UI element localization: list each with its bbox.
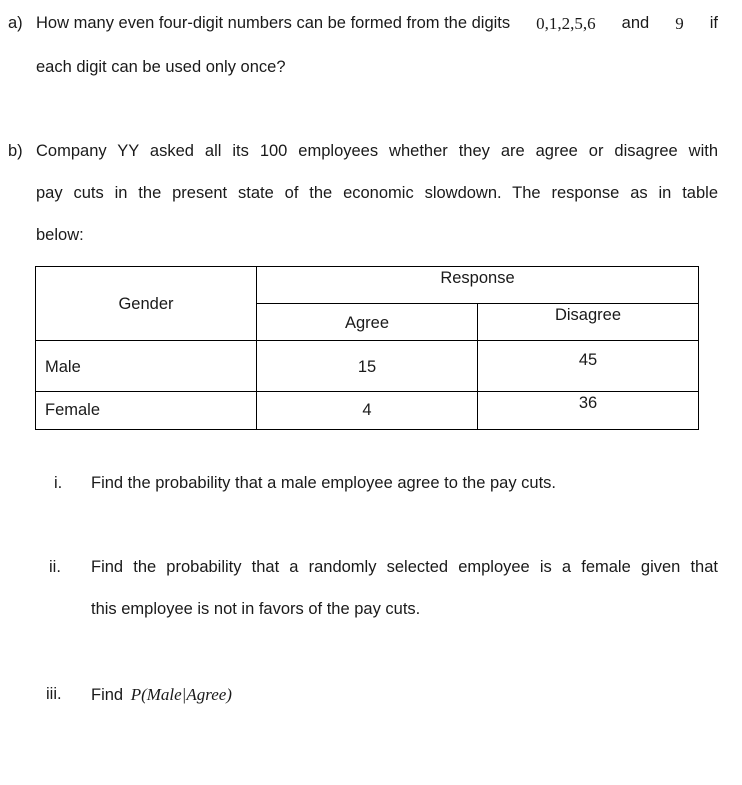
part-a-if: if — [709, 14, 718, 32]
table-row — [36, 341, 699, 392]
disagree-header: Disagree — [554, 306, 622, 324]
part-a-digits: 0,1,2,5,6 — [536, 14, 596, 33]
disagree-cell — [478, 341, 699, 392]
part-b-line-2: pay cuts in the present state of the economic slowdown. The response as in table — [36, 184, 718, 202]
part-a-digit-nine: 9 — [675, 14, 684, 33]
female-agree-value: 4 — [362, 401, 372, 419]
row-label-male: Male — [45, 358, 81, 376]
female-disagree-value: 36 — [578, 394, 598, 412]
agree-cell — [257, 341, 478, 392]
part-a-question-text: How many even four-digit numbers can be formed from the digits — [36, 14, 511, 32]
male-disagree-value: 45 — [578, 351, 598, 369]
response-table — [35, 266, 699, 430]
part-a-line-1 — [36, 14, 718, 34]
question-i-numeral: i. — [54, 474, 63, 492]
response-header-cell — [257, 267, 699, 304]
question-ii-numeral: ii. — [49, 558, 61, 576]
part-b-line-1: Company YY asked all its 100 employees whether they are agree or disagree with — [36, 142, 718, 160]
gender-header-cell — [36, 267, 257, 341]
table-row — [36, 392, 699, 430]
question-iii-numeral: iii. — [46, 685, 62, 703]
part-b-label: b) — [8, 142, 23, 160]
disagree-header-cell — [478, 304, 699, 341]
row-label-cell — [36, 392, 257, 430]
gender-header: Gender — [118, 295, 174, 313]
male-agree-value: 15 — [357, 358, 377, 376]
agree-header-cell — [257, 304, 478, 341]
question-iii-text — [91, 685, 232, 705]
question-iii-expression: P(Male|Agree) — [130, 685, 232, 704]
part-a-line-2: each digit can be used only once? — [36, 58, 286, 76]
response-header: Response — [440, 269, 515, 287]
question-ii-text-line-2: this employee is not in favors of the pay cuts. — [91, 600, 421, 618]
part-a-and: and — [621, 14, 650, 32]
question-iii-prefix: Find — [91, 686, 124, 704]
agree-cell — [257, 392, 478, 430]
row-label-cell — [36, 341, 257, 392]
part-a-label: a) — [8, 14, 23, 32]
part-b-line-3: below: — [36, 226, 84, 244]
question-ii-text-line-1: Find the probability that a randomly selected employee is a female given that — [91, 558, 718, 576]
agree-header: Agree — [344, 314, 390, 332]
disagree-cell — [478, 392, 699, 430]
row-label-female: Female — [45, 401, 101, 419]
question-i-text: Find the probability that a male employee agree to the pay cuts. — [91, 474, 557, 492]
